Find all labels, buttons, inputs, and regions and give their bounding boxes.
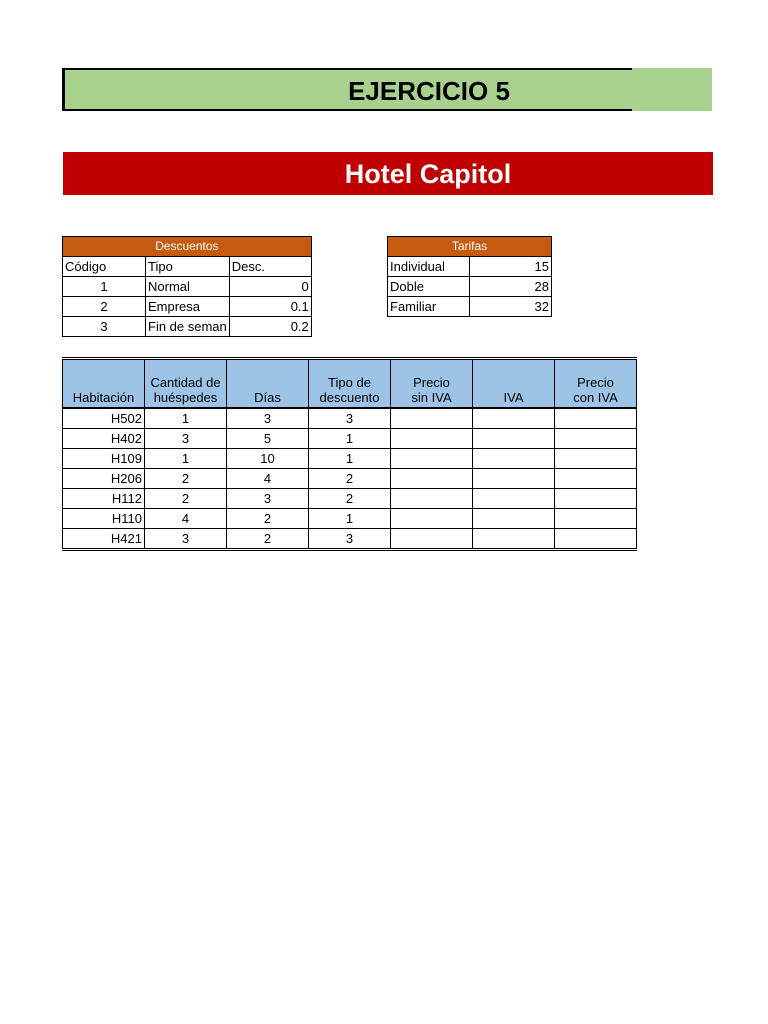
cell-iva[interactable]	[473, 529, 555, 550]
header-precio-con-iva[interactable]: Precio con IVA	[555, 359, 637, 409]
cell-descuento[interactable]: 2	[309, 469, 391, 489]
cell-precio-sin-iva[interactable]	[391, 408, 473, 429]
header-precio-sin-iva[interactable]: Precio sin IVA	[391, 359, 473, 409]
cell-habitacion[interactable]: H110	[63, 509, 145, 529]
table-row	[63, 449, 637, 469]
cell-tipo[interactable]: Fin de seman	[146, 317, 230, 337]
hotel-banner: Hotel Capitol	[63, 152, 713, 195]
cell-iva[interactable]	[473, 509, 555, 529]
cell-dias[interactable]: 2	[227, 529, 309, 550]
header-habitacion[interactable]: Habitación	[63, 359, 145, 409]
cell-dias[interactable]: 2	[227, 509, 309, 529]
tarifas-header[interactable]: Tarifas	[388, 237, 552, 257]
cell-descuento[interactable]: 1	[309, 449, 391, 469]
cell-codigo[interactable]: 3	[63, 317, 146, 337]
col-tipo[interactable]: Tipo	[146, 257, 230, 277]
tarifas-table	[387, 236, 552, 317]
cell-precio-sin-iva[interactable]	[391, 509, 473, 529]
cell-precio-con-iva[interactable]	[555, 408, 637, 429]
table-row	[63, 489, 637, 509]
cell-tarifa-tipo[interactable]: Familiar	[388, 297, 470, 317]
table-row	[63, 408, 637, 429]
cell-habitacion[interactable]: H109	[63, 449, 145, 469]
col-codigo[interactable]: Código	[63, 257, 146, 277]
table-row	[63, 297, 312, 317]
cell-descuento[interactable]: 2	[309, 489, 391, 509]
table-row	[388, 297, 552, 317]
cell-dias[interactable]: 4	[227, 469, 309, 489]
cell-precio-con-iva[interactable]	[555, 489, 637, 509]
cell-descuento[interactable]: 1	[309, 429, 391, 449]
cell-habitacion[interactable]: H502	[63, 408, 145, 429]
cell-huespedes[interactable]: 2	[145, 489, 227, 509]
cell-descuento[interactable]: 3	[309, 529, 391, 550]
table-row	[388, 257, 552, 277]
cell-dias[interactable]: 3	[227, 408, 309, 429]
cell-codigo[interactable]: 2	[63, 297, 146, 317]
cell-descuento[interactable]: 3	[309, 408, 391, 429]
table-row	[63, 429, 637, 449]
cell-huespedes[interactable]: 2	[145, 469, 227, 489]
cell-desc[interactable]: 0	[229, 277, 311, 297]
cell-iva[interactable]	[473, 408, 555, 429]
cell-precio-con-iva[interactable]	[555, 449, 637, 469]
page-title: EJERCICIO 5	[348, 76, 510, 106]
reservas-table	[62, 357, 637, 551]
header-tipo-descuento[interactable]: Tipo de descuento	[309, 359, 391, 409]
table-row	[63, 469, 637, 489]
col-desc[interactable]: Desc.	[229, 257, 311, 277]
cell-huespedes[interactable]: 3	[145, 529, 227, 550]
cell-dias[interactable]: 10	[227, 449, 309, 469]
table-row	[63, 317, 312, 337]
cell-huespedes[interactable]: 1	[145, 408, 227, 429]
cell-iva[interactable]	[473, 449, 555, 469]
cell-huespedes[interactable]: 1	[145, 449, 227, 469]
descuentos-header[interactable]: Descuentos	[63, 237, 312, 257]
cell-dias[interactable]: 3	[227, 489, 309, 509]
table-row	[388, 277, 552, 297]
table-row	[63, 277, 312, 297]
cell-tipo[interactable]: Empresa	[146, 297, 230, 317]
cell-huespedes[interactable]: 4	[145, 509, 227, 529]
cell-habitacion[interactable]: H402	[63, 429, 145, 449]
cell-precio-con-iva[interactable]	[555, 509, 637, 529]
cell-desc[interactable]: 0.1	[229, 297, 311, 317]
cell-iva[interactable]	[473, 469, 555, 489]
cell-tarifa-valor[interactable]: 28	[470, 277, 552, 297]
cell-tipo[interactable]: Normal	[146, 277, 230, 297]
cell-habitacion[interactable]: H206	[63, 469, 145, 489]
descuentos-table	[62, 236, 312, 337]
table-row	[63, 529, 637, 550]
cell-dias[interactable]: 5	[227, 429, 309, 449]
cell-habitacion[interactable]: H421	[63, 529, 145, 550]
header-iva[interactable]: IVA	[473, 359, 555, 409]
cell-precio-sin-iva[interactable]	[391, 489, 473, 509]
cell-precio-sin-iva[interactable]	[391, 449, 473, 469]
header-dias[interactable]: Días	[227, 359, 309, 409]
cell-iva[interactable]	[473, 429, 555, 449]
cell-precio-con-iva[interactable]	[555, 429, 637, 449]
cell-codigo[interactable]: 1	[63, 277, 146, 297]
cell-tarifa-tipo[interactable]: Doble	[388, 277, 470, 297]
cell-precio-sin-iva[interactable]	[391, 469, 473, 489]
cell-precio-con-iva[interactable]	[555, 469, 637, 489]
cell-precio-sin-iva[interactable]	[391, 529, 473, 550]
cell-tarifa-valor[interactable]: 32	[470, 297, 552, 317]
cell-iva[interactable]	[473, 489, 555, 509]
cell-precio-sin-iva[interactable]	[391, 429, 473, 449]
cell-descuento[interactable]: 1	[309, 509, 391, 529]
cell-huespedes[interactable]: 3	[145, 429, 227, 449]
cell-habitacion[interactable]: H112	[63, 489, 145, 509]
table-row	[63, 509, 637, 529]
cell-tarifa-valor[interactable]: 15	[470, 257, 552, 277]
header-cantidad[interactable]: Cantidad de huéspedes	[145, 359, 227, 409]
cell-desc[interactable]: 0.2	[229, 317, 311, 337]
cell-tarifa-tipo[interactable]: Individual	[388, 257, 470, 277]
cell-precio-con-iva[interactable]	[555, 529, 637, 550]
